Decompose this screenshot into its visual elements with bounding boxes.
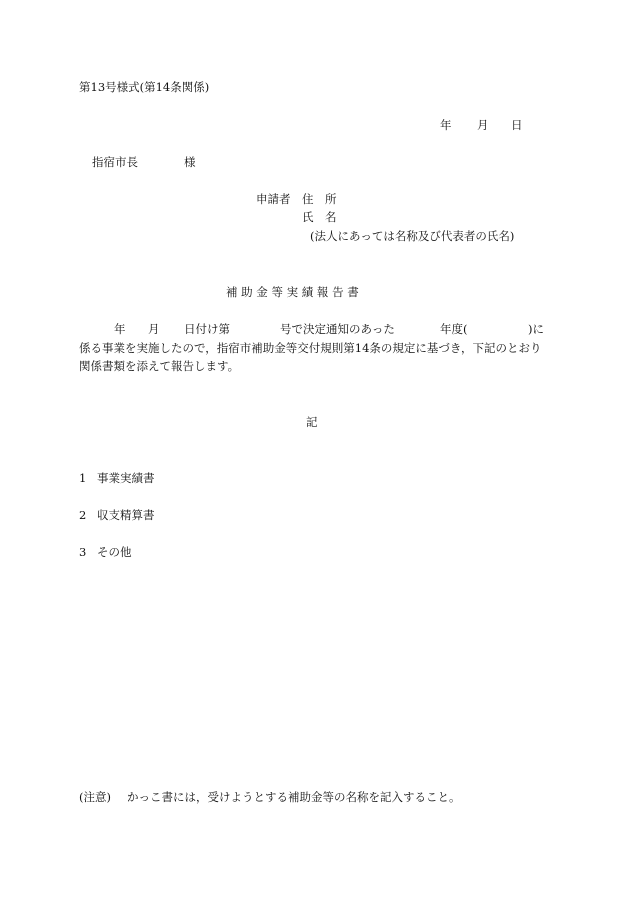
ki-heading: 記 [306, 415, 318, 429]
body-month-label: 月 [148, 322, 160, 336]
date-year-label: 年 [440, 118, 452, 132]
note-text: かっこ書には，受けようとする補助金等の名称を記入すること。 [127, 790, 461, 804]
body-line-2: 係る事業を実施したので，指宿市補助金等交付規則第14条の規定に基づき，下記のとおり [79, 341, 542, 355]
list-item-number: 1 [79, 471, 87, 485]
document-title: 補 助 金 等 実 績 報 告 書 [226, 285, 359, 299]
applicant-note: (法人にあっては名称及び代表者の氏名) [310, 229, 515, 243]
date-day-label: 日 [511, 118, 523, 132]
list-item-number: 3 [79, 545, 87, 559]
list-item-text: 事業実績書 [97, 471, 155, 485]
body-line-3: 関係書類を添えて報告します。 [79, 359, 240, 373]
list-item-text: 収支精算書 [97, 508, 155, 522]
applicant-address-label: 住 所 [302, 192, 337, 206]
form-number: 第13号様式(第14条関係) [79, 80, 210, 94]
list-item-number: 2 [79, 508, 87, 522]
body-dated-label: 日付け第 [184, 322, 230, 336]
note-label: (注意) [79, 790, 111, 804]
body-number-label: 号で決定通知のあった [280, 322, 395, 336]
body-paren-close: )に [528, 322, 544, 336]
addressee-name: 指宿市長 [92, 155, 138, 169]
addressee-honorific: 様 [184, 155, 196, 169]
applicant-name-label: 氏 名 [302, 210, 337, 224]
body-year-label: 年 [114, 322, 126, 336]
applicant-label: 申請者 [256, 192, 291, 206]
date-month-label: 月 [477, 118, 489, 132]
body-fiscal-year-label: 年度( [440, 322, 468, 336]
list-item-text: その他 [97, 545, 132, 559]
